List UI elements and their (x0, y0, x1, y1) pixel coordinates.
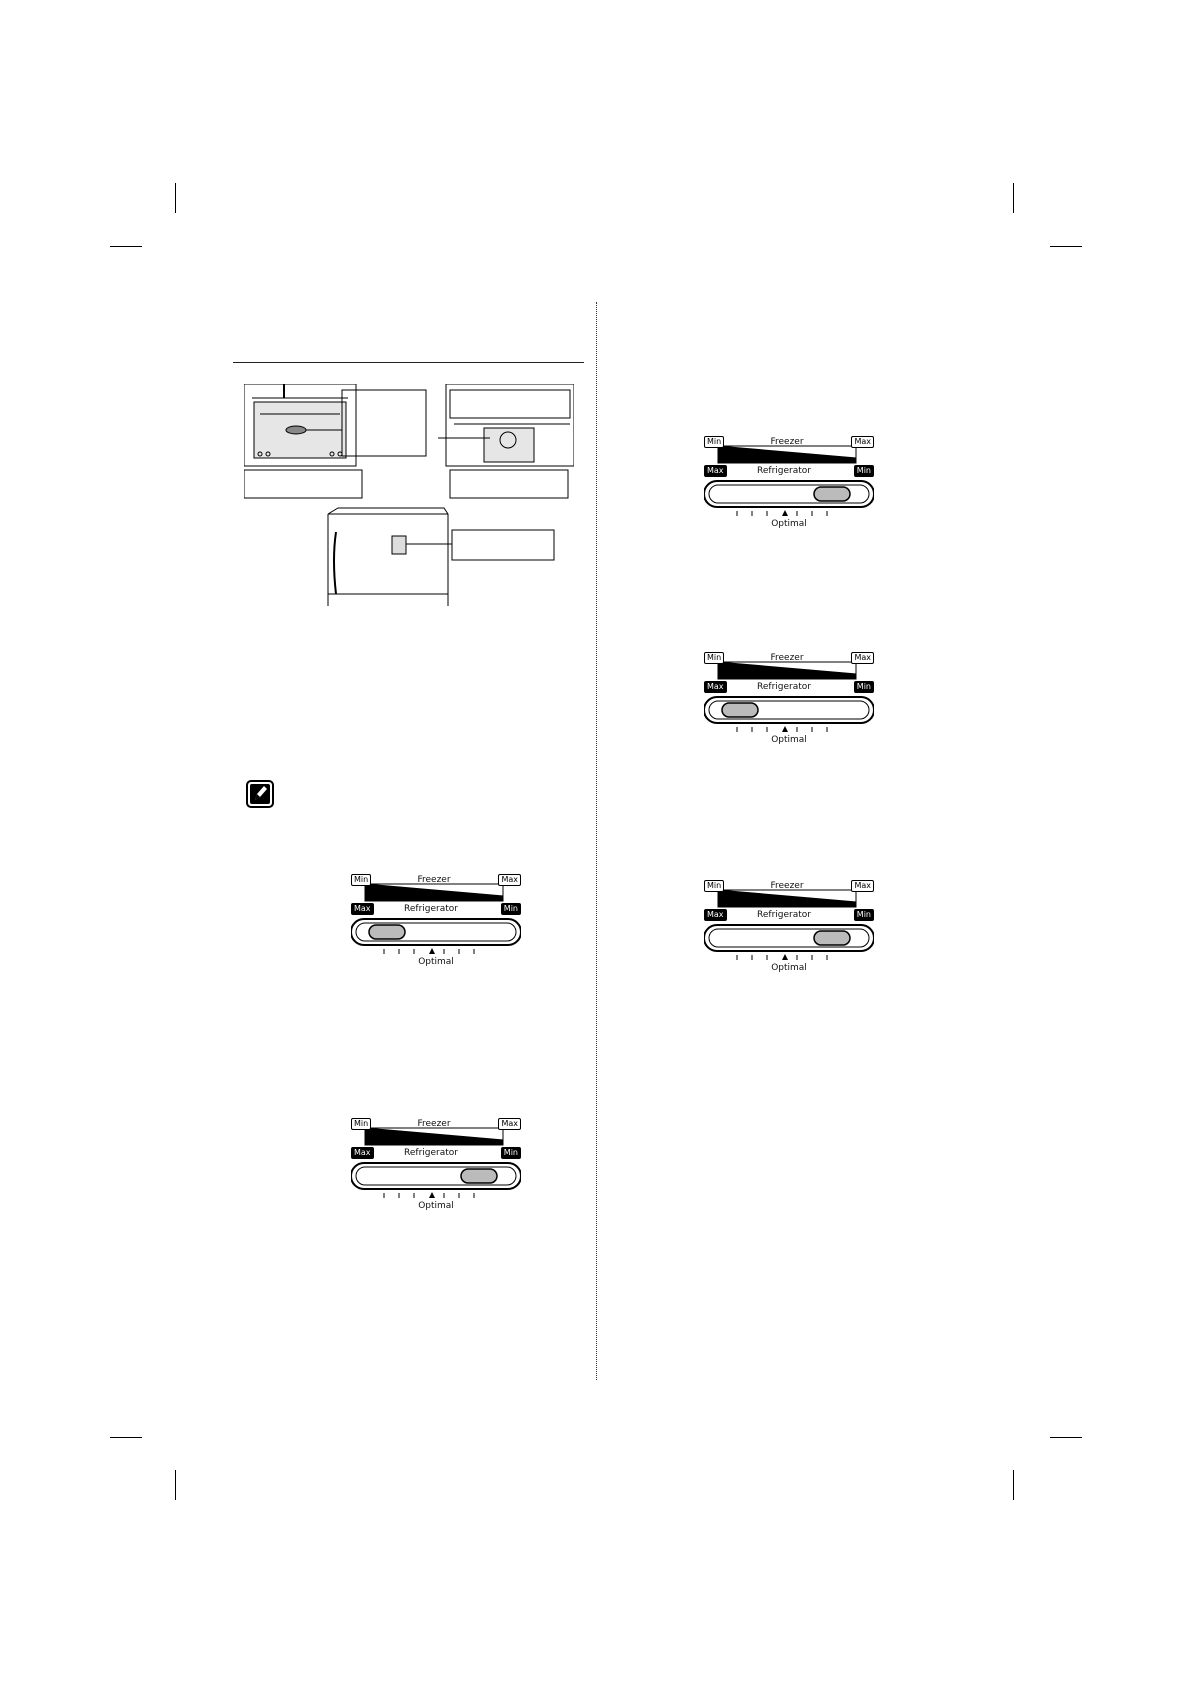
temperature-dial (351, 871, 521, 981)
freezer-label: Freezer (770, 881, 804, 891)
optimal-label: Optimal (771, 963, 807, 973)
crop-mark-bottom-right-v (1013, 1470, 1014, 1500)
optimal-label: Optimal (771, 519, 807, 529)
refrigerator-label: Refrigerator (404, 904, 458, 914)
dial-knob[interactable] (814, 931, 850, 945)
refrigerator-max-badge: Max (351, 1147, 374, 1159)
refrigerator-max-badge: Max (351, 903, 374, 915)
freezer-max-badge: Max (851, 880, 874, 892)
refrigerator-min-badge: Min (501, 903, 521, 915)
crop-mark-top-right-h (1050, 246, 1082, 247)
refrigerator-min-badge: Min (854, 465, 874, 477)
temperature-dial (704, 433, 874, 543)
refrigerator-min-badge: Min (501, 1147, 521, 1159)
column-divider (596, 302, 597, 1380)
refrigerator-min-badge: Min (854, 681, 874, 693)
crop-mark-bottom-left-h (110, 1437, 142, 1438)
dial-knob[interactable] (369, 925, 405, 939)
freezer-max-badge: Max (851, 436, 874, 448)
freezer-min-badge: Min (351, 874, 371, 886)
freezer-max-badge: Max (851, 652, 874, 664)
freezer-min-badge: Min (704, 880, 724, 892)
crop-mark-top-right-v (1013, 183, 1014, 213)
freezer-min-badge: Min (704, 436, 724, 448)
refrigerator-label: Refrigerator (757, 910, 811, 920)
refrigerator-max-badge: Max (704, 465, 727, 477)
refrigerator-label: Refrigerator (757, 466, 811, 476)
temperature-dial (351, 1115, 521, 1225)
freezer-min-badge: Min (351, 1118, 371, 1130)
freezer-label: Freezer (770, 653, 804, 663)
refrigerator-label: Refrigerator (404, 1148, 458, 1158)
section-rule (233, 362, 584, 363)
freezer-max-badge: Max (498, 1118, 521, 1130)
refrigerator-min-badge: Min (854, 909, 874, 921)
refrigerator-label: Refrigerator (757, 682, 811, 692)
freezer-label: Freezer (770, 437, 804, 447)
fridge-illustration (244, 384, 574, 606)
freezer-label: Freezer (417, 875, 451, 885)
dial-knob[interactable] (461, 1169, 497, 1183)
optimal-label: Optimal (771, 735, 807, 745)
temperature-dial (704, 877, 874, 987)
freezer-min-badge: Min (704, 652, 724, 664)
dial-knob[interactable] (722, 703, 758, 717)
refrigerator-max-badge: Max (704, 681, 727, 693)
crop-mark-bottom-right-h (1050, 1437, 1082, 1438)
crop-mark-top-left-h (110, 246, 142, 247)
note-pencil-icon (246, 780, 274, 808)
optimal-label: Optimal (418, 957, 454, 967)
optimal-label: Optimal (418, 1201, 454, 1211)
crop-mark-top-left-v (175, 183, 176, 213)
crop-mark-bottom-left-v (175, 1470, 176, 1500)
freezer-max-badge: Max (498, 874, 521, 886)
temperature-dial (704, 649, 874, 759)
refrigerator-max-badge: Max (704, 909, 727, 921)
dial-knob[interactable] (814, 487, 850, 501)
freezer-label: Freezer (417, 1119, 451, 1129)
